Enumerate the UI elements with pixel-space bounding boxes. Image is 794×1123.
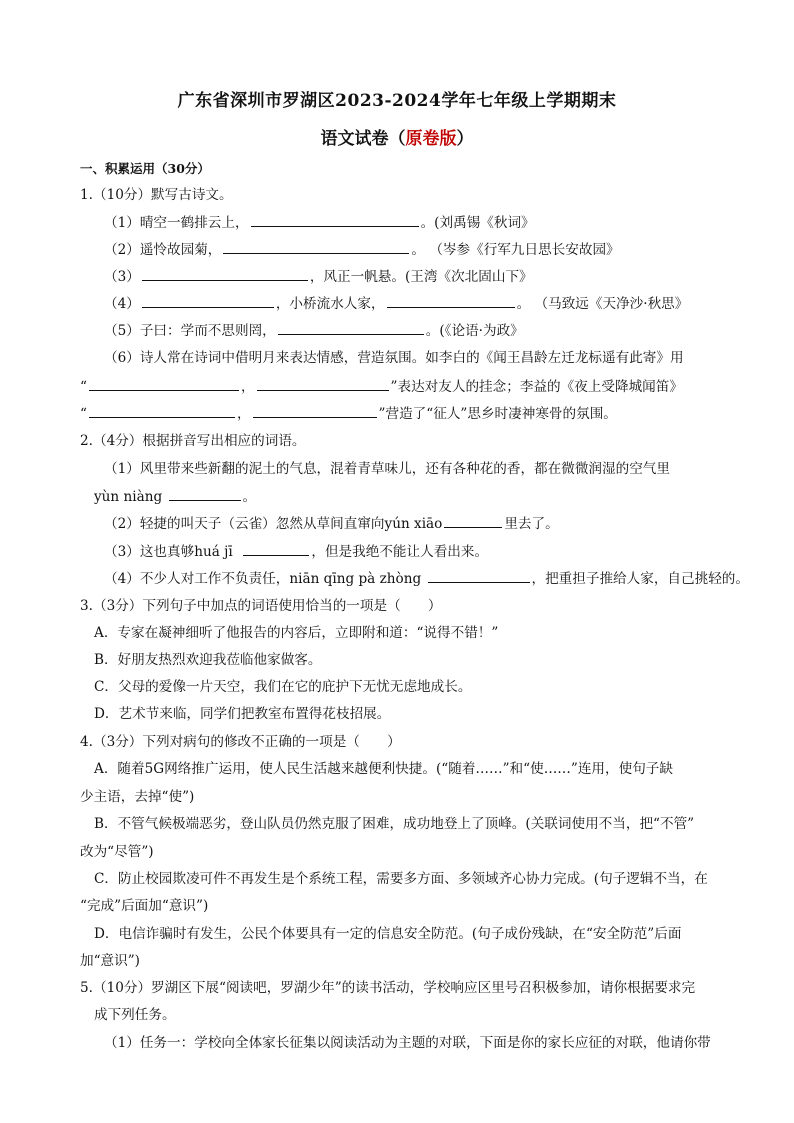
- q4-option-a-line1[interactable]: A．随着5G网络推广运用，使人民生活越来越便利快捷。(“随着……”和“使……”连用，使句子缺: [94, 761, 673, 777]
- answer-blank[interactable]: [257, 377, 389, 391]
- subtitle-edition: 原卷版: [405, 129, 457, 149]
- answer-blank[interactable]: [169, 487, 241, 501]
- q4-option-d-line2: 加“意识”): [80, 953, 140, 969]
- q2-item-2-tail: 里去了。: [504, 516, 559, 532]
- q2-item-2-text: （2）轻捷的叫天子（云雀）忽然从草间直窜向yún xiāo: [104, 516, 443, 532]
- subtitle-suffix: ）: [456, 129, 474, 149]
- answer-blank[interactable]: [89, 377, 239, 391]
- q1-item-1-text: （1）晴空一鹤排云上，: [104, 215, 249, 231]
- q1-item-1: [104, 213, 535, 232]
- q1-item-6-line2: [80, 377, 683, 396]
- comma: ，: [240, 379, 255, 395]
- answer-blank[interactable]: [278, 321, 424, 335]
- q2-item-3-text: （3）这也真够huá jī: [104, 544, 233, 560]
- q1-item-5-source: 。(《论语·为政》: [425, 323, 524, 339]
- q1-item-4-text: （4）: [104, 296, 140, 312]
- q1-item-4: [104, 294, 688, 313]
- q3-option-b[interactable]: B．好朋友热烈欢迎我莅临他家做客。: [94, 652, 322, 668]
- q1-item-2-source: 。 （岑参《行军九日思长安故园》: [411, 242, 620, 258]
- pinyin: yùn niàng: [94, 489, 163, 505]
- question-2-stem: 2.（4分）根据拼音写出相应的词语。: [80, 433, 306, 449]
- q3-option-c[interactable]: C．父母的爱像一片天空，我们在它的庇护下无忧无虑地成长。: [94, 679, 472, 695]
- question-5-stem-line2: 成下列任务。: [94, 1007, 176, 1023]
- q1-item-4-middle: ，小桥流水人家，: [275, 296, 385, 312]
- q2-item-1-line1: （1）风里带来些新翻的泥土的气息，混着青草味儿，还有各种花的香，都在微微润湿的空气里: [104, 461, 670, 477]
- q2-item-4-text: （4）不少人对工作不负责任，niān qīng pà zhòng: [104, 571, 422, 587]
- answer-blank[interactable]: [253, 404, 377, 418]
- q3-option-d[interactable]: D．艺术节来临，同学们把教室布置得花枝招展。: [94, 706, 391, 722]
- q2-item-1-line2: [94, 487, 256, 506]
- comma: ，: [236, 406, 251, 422]
- q4-option-a-line2: 少主语，去掉“使”): [80, 789, 195, 805]
- q4-option-b-line1[interactable]: B．不管气候极端恶劣，登山队员仍然克服了困难，成功地登上了顶峰。(关联词使用不当，把“不管”: [94, 816, 695, 832]
- answer-blank[interactable]: [223, 240, 409, 254]
- exam-title: 广东省深圳市罗湖区2023-2024学年七年级上学期期末: [177, 91, 617, 111]
- open-quote: “: [80, 379, 87, 395]
- q2-item-3-tail: ，但是我绝不能让人看出来。: [311, 544, 489, 560]
- q4-option-b-line2: 改为“尽管”): [80, 844, 154, 860]
- q1-item-1-source: 。(刘禹锡《秋词》: [420, 215, 535, 231]
- question-5-stem-line1: 5.（10分）罗湖区下展“阅读吧，罗湖少年”的读书活动，学校响应区里号召积极参加，请你根据要求完: [80, 980, 696, 996]
- answer-blank[interactable]: [142, 294, 274, 308]
- q2-item-3: [104, 542, 488, 561]
- q1-item-5: [104, 321, 524, 340]
- q4-option-c-line1[interactable]: C．防止校园欺凌可件不再发生是个系统工程，需要多方面、多领域齐心协力完成。(句子逻辑不当，在: [94, 871, 708, 887]
- q1-item-3: [104, 267, 533, 286]
- q1-item-3-text: （3）: [104, 269, 140, 285]
- question-3-stem: 3.（3分）下列句子中加点的词语使用恰当的一项是（ ）: [80, 598, 442, 614]
- answer-blank[interactable]: [444, 514, 502, 528]
- answer-blank[interactable]: [428, 569, 530, 583]
- q1-item-3-source: ，风正一帆悬。(王湾《次北固山下》: [309, 269, 533, 285]
- q1-item-5-text: （5）子曰：学而不思则罔，: [104, 323, 276, 339]
- q5-item-1: （1）任务一：学校向全体家长征集以阅读活动为主题的对联，下面是你的家长应征的对联，他请你带: [104, 1035, 711, 1051]
- q1-item-6-line2-text: ”表达对友人的挂念；李益的《夜上受降城闻笛》: [390, 379, 683, 395]
- q4-option-d-line1[interactable]: D．电信诈骗时有发生，公民个体要具有一定的信息安全防范。(句子成份残缺，在“安全防范”后面: [94, 926, 682, 942]
- section-heading: 一、积累运用（30分）: [80, 161, 210, 176]
- answer-blank[interactable]: [89, 404, 235, 418]
- q3-option-a[interactable]: A．专家在凝神细听了他报告的内容后，立即附和道：“说得不错！”: [94, 625, 499, 641]
- answer-blank[interactable]: [387, 294, 515, 308]
- q2-item-2: [104, 514, 559, 533]
- period: 。: [242, 489, 257, 505]
- q1-item-2-text: （2）遥怜故园菊，: [104, 242, 222, 258]
- q1-item-6-line1: （6）诗人常在诗词中借明月来表达情感，营造氛围。如李白的《闻王昌龄左迁龙标遥有此寄》用: [104, 350, 684, 366]
- open-quote: “: [80, 406, 87, 422]
- exam-subtitle: [0, 124, 794, 149]
- q1-item-6-line3-text: ”营造了“征人”思乡时凄神寒骨的氛围。: [378, 406, 617, 422]
- answer-blank[interactable]: [251, 213, 419, 227]
- answer-blank[interactable]: [142, 267, 308, 281]
- q1-item-2: [104, 240, 620, 259]
- q1-item-6-line3: [80, 404, 617, 423]
- question-1-stem: 1.（10分）默写古诗文。: [80, 187, 233, 203]
- q2-item-4-tail: ，把重担子推给人家，自己挑轻的。: [531, 571, 749, 587]
- q4-option-c-line2: “完成”后面加“意识”): [80, 898, 209, 914]
- question-4-stem: 4.（3分）下列对病句的修改不正确的一项是（ ）: [80, 734, 401, 750]
- subtitle-prefix: 语文试卷（: [320, 129, 406, 149]
- q1-item-4-source: 。 （马致远《天净沙·秋思》: [516, 296, 689, 312]
- q2-item-4: [104, 569, 749, 588]
- answer-blank[interactable]: [243, 542, 309, 556]
